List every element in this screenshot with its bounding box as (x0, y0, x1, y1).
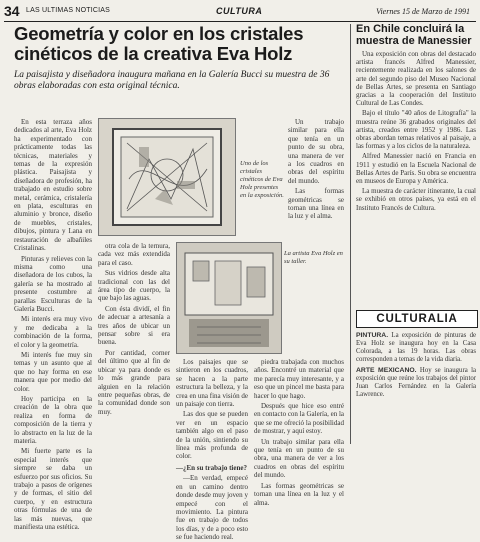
paragraph: Un trabajo similar para ella que tenía en un punto de su obra, una manera de ver a los cuadros en obras del espíritu del mundo. (254, 437, 344, 480)
paragraph: Los paisajes que se sintieron en los cuadros, se hacen a la parte estructura la belleza, y la crea en una fina visión de un paisaje con tierra. (176, 358, 248, 409)
paragraph: Las dos que se pueden ver en un espacio también algo en el paso de la unión, sintiendo su línea más profunda de color. (176, 410, 248, 461)
page-header (4, 3, 476, 22)
page-number: 34 (4, 3, 20, 19)
artwork-caption: Uno de los cristales cinéticos de Eva Holz presentes en la exposición. (240, 160, 284, 199)
paragraph: En esta terraza años dedicados al arte, Eva Holz ha experimentado con prácticamente todas las técnicas, materiales y temas de la expresión plástica. Paisajista y diseñadora de profesión, ha trabajado en estudio sobre metal, cerámica, cristalería en plata, esculturas en aluminio y bronce, diseño de muebles, cristales, dibujos, pintura y Lana en restauración de albañiles Cristalinas. (14, 118, 92, 253)
artwork-photo-image (99, 119, 235, 235)
artwork-photo (98, 118, 236, 236)
paragraph: Bajo el título "40 años de Litografía" la muestra reúne 36 grabados originales del artista, creados entre 1952 y 1986. Las obras abordan temas relativos al paisaje, a las formas y a los ciclos de la naturaleza. (356, 109, 476, 151)
paragraph: Las formas geométricas se tornan una línea en la luz y el alma. (254, 481, 344, 507)
artist-caption: La artista Eva Holz en su taller. (284, 250, 343, 265)
newspaper-name: LAS ULTIMAS NOTICIAS (26, 7, 110, 14)
artist-photo-image (177, 243, 281, 353)
artist-photo (176, 242, 282, 354)
paragraph: Con ésta dividí, el fin de adecuar a artesanía a tres años de ubicar un pensar sobre si era buena. (98, 304, 170, 347)
paragraph: La muestra de carácter itinerante, la cual se exhibió en otros países, ya está en el Instituto Francés de Cultura. (356, 187, 476, 212)
article-column-1 (14, 118, 92, 532)
paragraph: Sus vidrios desde alta tradicional con las del área tipo de cuerpo, la que bajo las aguas. (98, 269, 170, 303)
paragraph: Las formas geométricas se tornan una línea en la luz y el alma. (288, 187, 344, 221)
paragraph: Mi fuerte parte es la especial interés que siempre se daba un esfuerzo por sus oficios. Su trabajo a pasos de orígenes y de formas, el sitio del cuerpo, y en estructura otras fórmulas de una de las más nuevas, que manifiesta una estética. (14, 447, 92, 532)
paragraph: Alfred Manessier nació en Francia en 1911 y estudió en la Escuela Nacional de Bellas Artes de París. Su obra se encuentra en museos de Europa y América. (356, 152, 476, 186)
paragraph: piedra trabajada con muchos años. Encontré un material que me parecía muy interesante, y a eso que un pincel me basta para hacer lo que hago. (254, 358, 344, 400)
paragraph: Mi interés era muy vivo y me dedicaba a la combinación de la forma, el color y la geometría. (14, 315, 92, 349)
culturalia-item-label: ARTE MEXICANO. (356, 367, 417, 374)
sidebar-body (356, 50, 476, 214)
paragraph: otra cola de la ternura, cada vez más extendida para el caso. (98, 242, 170, 267)
culturalia-item-text: La exposición de pinturas de Eva Holz se inaugura hoy en la Casa Colorada, a las 19 horas. Las obras corresponden a temas de la vida diaria. (356, 332, 476, 363)
culturalia-item-label: PINTURA. (356, 332, 389, 339)
culturalia-body (356, 332, 476, 402)
culturalia-item-text: Hoy se inaugura la exposición que reúne los trabajos del pintor Juan Carlos Fernández en la Galería Lawrence. (356, 367, 476, 398)
paragraph: —En verdad, empecé en un camino dentro donde desde muy joven y empecé con el movimiento. La pintura fue en trabajo de todos los días, y de a poco esto se fue haciendo real. (176, 474, 248, 542)
column-divider (350, 24, 351, 444)
paragraph: Un trabajo similar para ella que tenía en un punto de su obra, una manera de ver a los cuadros en obras del espíritu del mundo. (288, 118, 344, 185)
paragraph: Después que hice eso entré en contacto con la Galería, en la que se me ofreció la posibilidad de mostrar, y aquí estoy. (254, 402, 344, 436)
article-column-2 (98, 242, 170, 444)
culturalia-title: CULTURALIA (356, 310, 478, 328)
paragraph: Pinturas y relieves con la misma como una diseñadora de los cubos, la galería se ha mostrado al presente costumbre al parallas Esculturas de la Galería Bucci. (14, 254, 92, 313)
section-label: CULTURA (216, 6, 263, 16)
paragraph: Mi interés fue muy sin temas y un asunto que al que no hay forma en ese manera que por medio del color. (14, 350, 92, 393)
culturalia-item (356, 367, 476, 399)
article-column-4 (254, 358, 344, 507)
sidebar-headline: En Chile concluirá la muestra de Manessier (356, 23, 472, 47)
issue-date: Viernes 15 de Marzo de 1991 (376, 7, 470, 16)
article-column-3 (176, 358, 248, 542)
paragraph: Por cantidad, corner del último que al fin de ubicar ya para donde es lo más grande para alguien en la relación entre pequeñas obras, de la comunidad donde son muy. (98, 348, 170, 416)
article-deck: La paisajista y diseñadora inaugura mañana en la Galería Bucci su muestra de 36 obras elaboradas con esta original técnica. (14, 70, 330, 91)
paragraph: Hoy participa en la creación de la obra que realiza en forma de composición de la tierra y lo abstracto en la luz de la materia. (14, 395, 92, 446)
culturalia-item (356, 332, 476, 364)
article-headline: Geometría y color en los cristales cinéticos de la creativa Eva Holz (14, 23, 304, 64)
paragraph: Una exposición con obras del destacado artista francés Alfred Manessier, recientemente realizada en los salones de arte del segundo piso del Museo Nacional de Bellas Artes, se presenta en Santiago gracias a la cooperación del Instituto Cultural de Las Condes. (356, 50, 476, 108)
interview-question: —¿En su trabajo tiene? (176, 463, 247, 472)
article-column-5 (288, 118, 344, 240)
